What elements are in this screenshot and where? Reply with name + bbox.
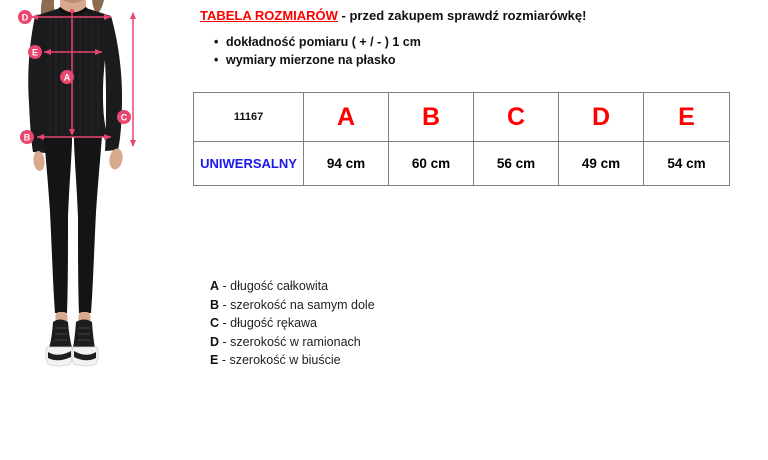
column-header-a: A [304, 93, 389, 142]
size-table-header-row [194, 93, 730, 142]
page-title-rest: - przed zakupem sprawdź rozmiarówkę! [337, 8, 587, 23]
marker-letter-b: B [23, 132, 31, 143]
model-sweater [28, 8, 122, 153]
size-name-cell: UNIWERSALNY [194, 142, 304, 186]
marker-letter-d: D [21, 12, 29, 23]
bullet-dot-icon: • [214, 53, 219, 67]
model-sneakers [46, 320, 99, 367]
legend-item-c: C - długość rękawa [210, 316, 317, 330]
value-cell-d: 49 cm [559, 142, 644, 186]
value-cell-b: 60 cm [389, 142, 474, 186]
legend-item-b: B - szerokość na samym dole [210, 297, 375, 312]
measurement-legend [210, 277, 375, 370]
size-table-data-row [194, 142, 730, 186]
value-cell-c: 56 cm [474, 142, 559, 186]
model-leggings [44, 136, 102, 313]
bullet-flat-measurement: • wymiary mierzone na płasko [214, 53, 396, 67]
page-title [200, 8, 760, 24]
marker-letter-a: A [63, 72, 71, 83]
size-chart-header [200, 8, 760, 69]
marker-letter-c: C [120, 112, 128, 123]
marker-letter-e: E [31, 47, 39, 58]
bullet-dot-icon: • [214, 35, 219, 49]
bullet-measure-accuracy: • dokładność pomiaru ( + / - ) 1 cm [214, 35, 421, 49]
header-bullets [214, 33, 760, 69]
value-cell-a: 94 cm [304, 142, 389, 186]
legend-item-e: E - szerokość w biuście [210, 353, 341, 367]
column-header-b: B [389, 93, 474, 142]
column-header-d: D [559, 93, 644, 142]
size-table [193, 92, 730, 186]
page-title-highlight: TABELA ROZMIARÓW [200, 8, 338, 23]
model-number-cell: 11167 [194, 93, 304, 142]
column-header-c: C [474, 93, 559, 142]
value-cell-e: 54 cm [644, 142, 730, 186]
legend-item-d: D - szerokość w ramionach [210, 334, 361, 349]
legend-item-a: A - długość całkowita [210, 279, 329, 293]
model-measurement-illustration [0, 0, 190, 375]
product-model-photo [0, 0, 190, 375]
column-header-e: E [644, 93, 730, 142]
